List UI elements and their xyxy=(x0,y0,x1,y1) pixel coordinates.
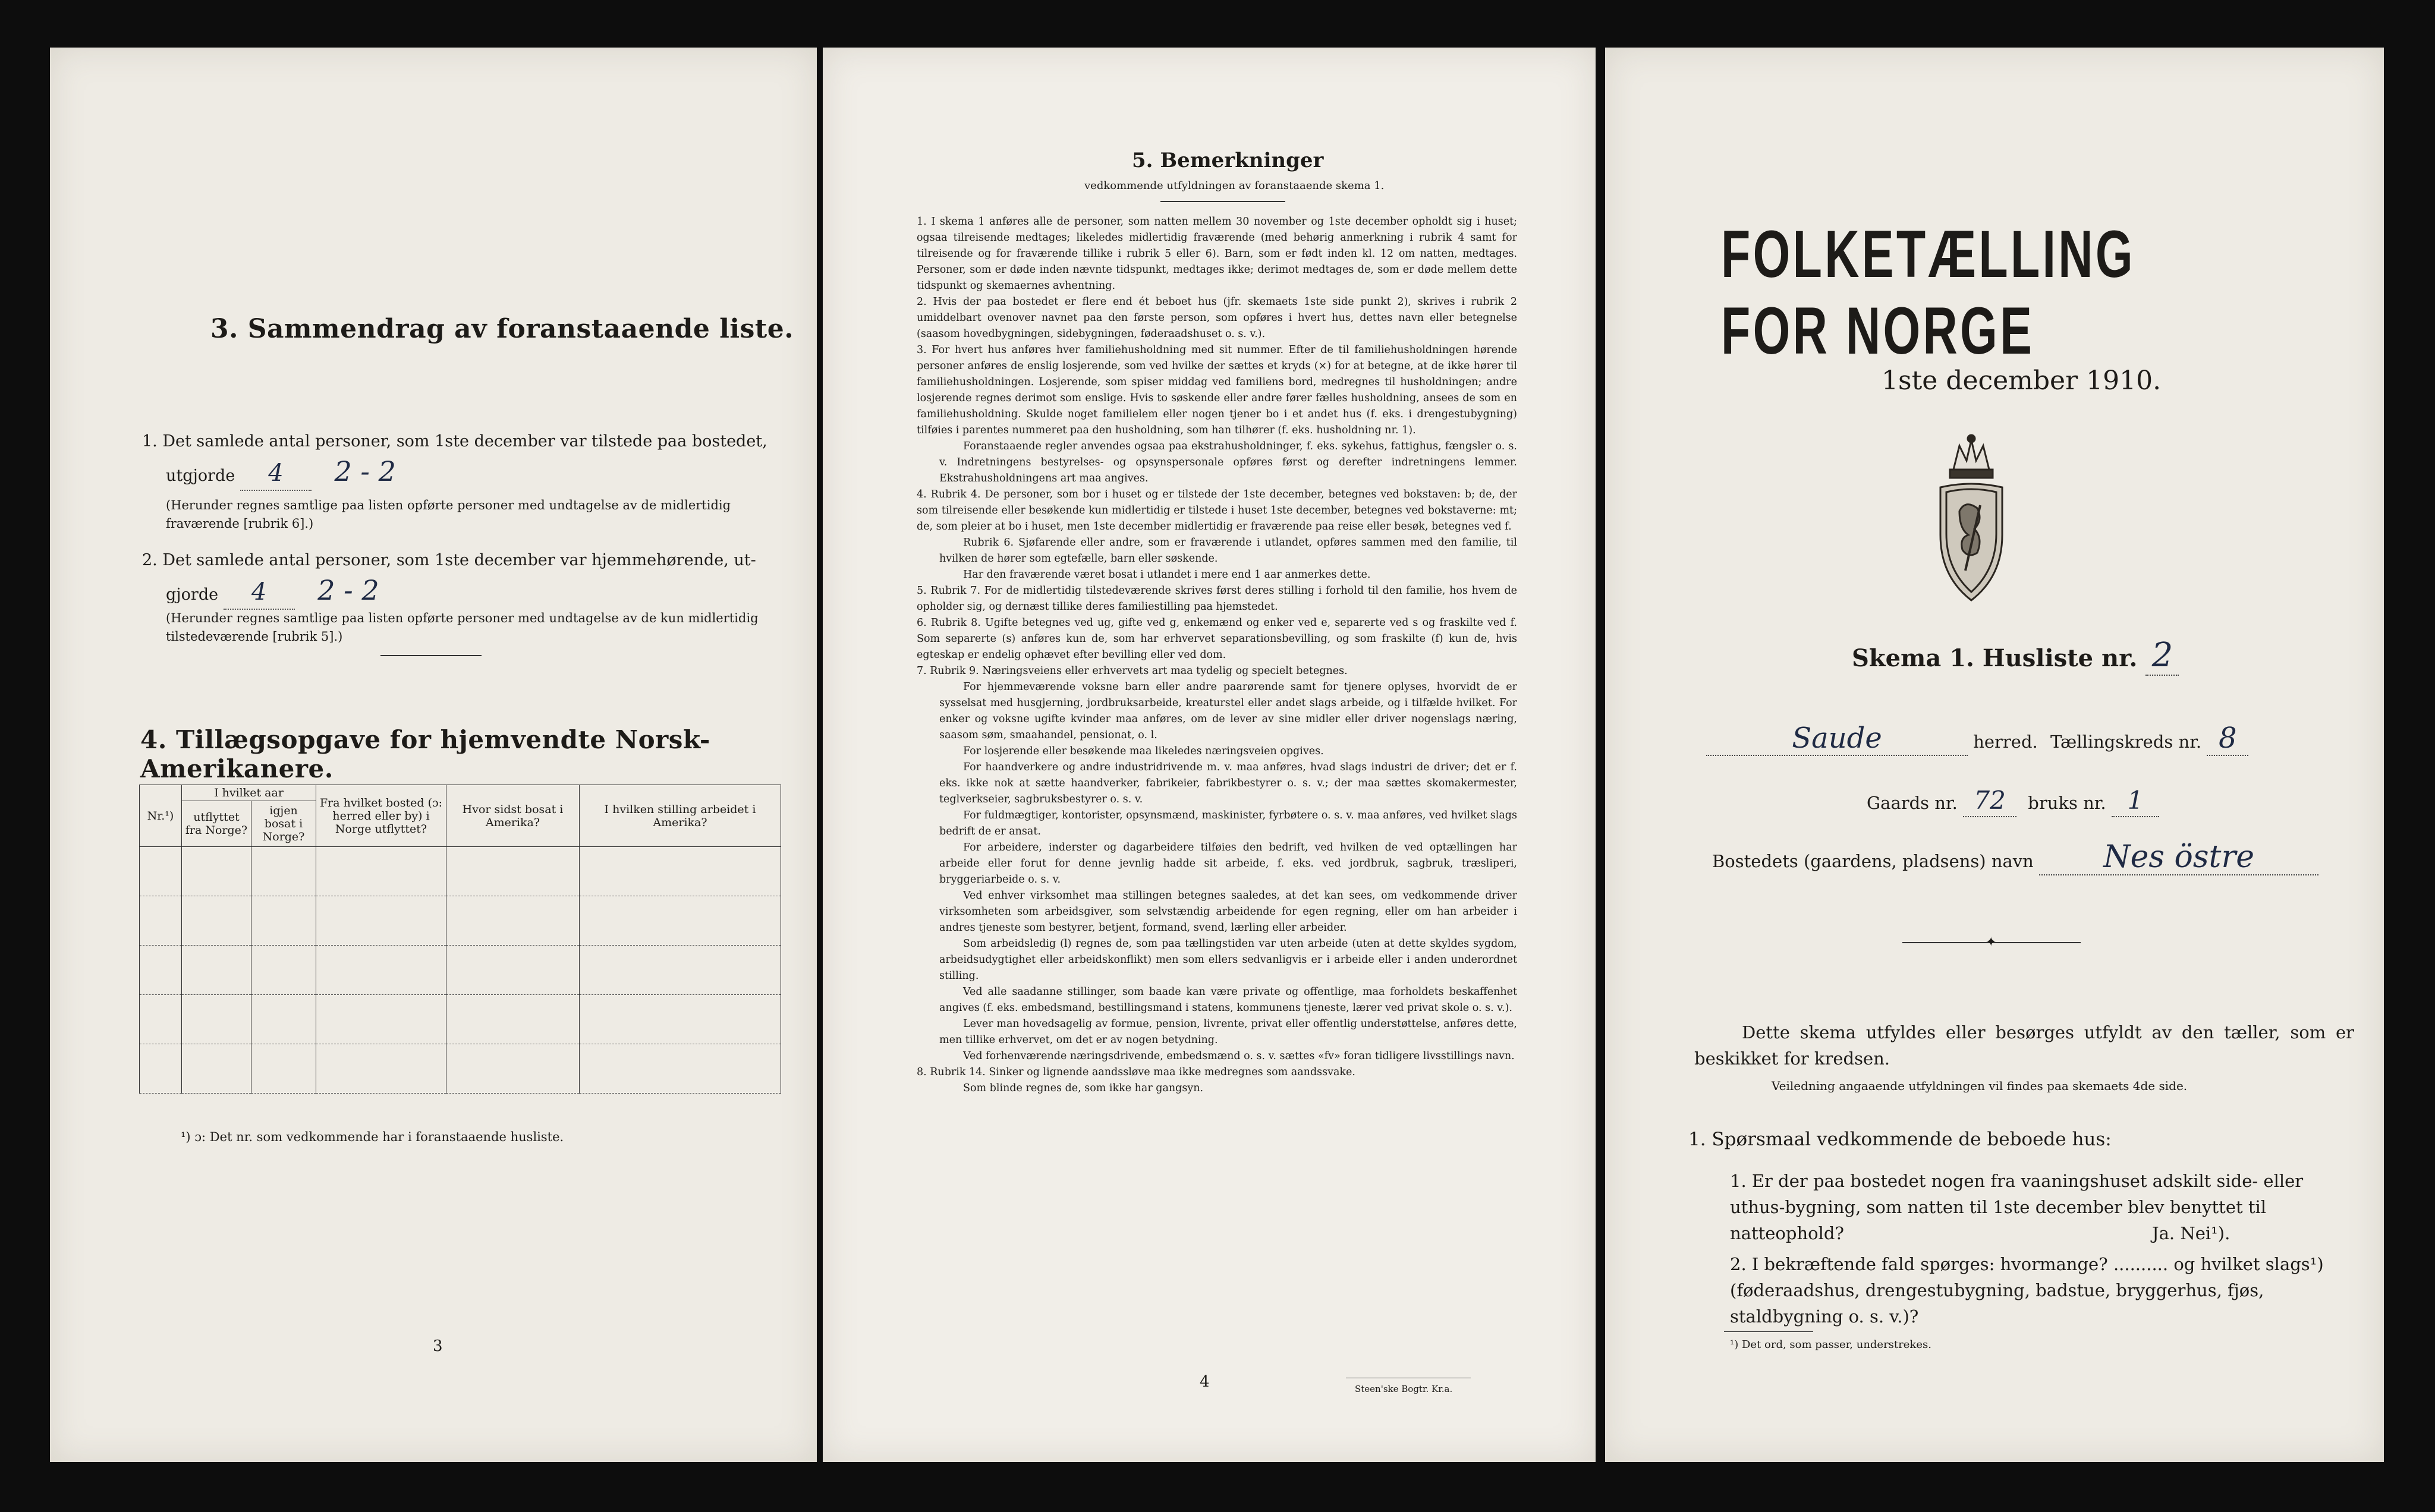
remark-4b: Rubrik 6. Sjøfarende eller andre, som er fraværende i utlandet, opføres sammen med den familie, til hvilken de hører som egtefælle, barn eller søskende. xyxy=(939,537,1517,565)
ornament-icon: ✦ xyxy=(1986,935,1997,950)
coat-of-arms-emblem xyxy=(1930,434,2013,606)
col-position: I hvilken stilling arbeidet i Amerika? xyxy=(580,785,781,847)
remark-7i: Ved alle saadanne stillinger, som baade kan være private og offentlige, maa forholdets beskaffenhet angives (f. eks. embedsmand, bestillingsmand i statens, kommunens tjeneste, lærer ved privat skole o. s. v.). xyxy=(939,986,1517,1014)
item2-handwriting: 2 - 2 xyxy=(317,574,379,606)
census-date: 1ste december 1910. xyxy=(1882,366,2162,396)
intro-text: Dette skema utfyldes eller besørges utfyldt av den tæller, som er beskikket for kredsen. xyxy=(1694,1022,2354,1069)
gaards-label: Gaards nr. xyxy=(1867,793,1958,813)
remark-2: 2. Hvis der paa bostedet er flere end ét beboet hus (jfr. skemaets 1ste side punkt 2), skrives i rubrik 2 umiddelbart ovenover navnet paa den første person, som opføres i hvert hus, dettes navn eller betegnelse (saasom hovedbygningen, sidebygningen, føderaadshuset o. s. v.). xyxy=(917,296,1517,340)
item1-handwriting: 2 - 2 xyxy=(334,455,396,487)
item2-note: (Herunder regnes samtlige paa listen opførte personer med undtagelse av de kun midlertidig tilstedeværende [rubrik 5].) xyxy=(166,611,759,644)
page-number-3: 3 xyxy=(433,1337,443,1355)
remark-4: 4. Rubrik 4. De personer, som bor i huset og er tilstede der 1ste december, betegnes ved bokstaven: b; de, der som tilreisende eller besøkende kun midlertidig er tilstede i huset 1ste december, betegnes ved bokstaverne: mt; de, som pleier at bo i huset, men 1ste december midlertidig er fraværende paa reise eller besøk, betegnes ved f. xyxy=(917,489,1517,533)
section3-title: 3. Sammendrag av foranstaaende liste. xyxy=(210,314,794,344)
herred-value: Saude xyxy=(1792,722,1882,755)
item2-text: 2. Det samlede antal personer, som 1ste december var hjemmehørende, ut- xyxy=(142,551,756,569)
divider xyxy=(1160,201,1285,202)
kreds-label: Tællingskreds nr. xyxy=(2050,732,2202,752)
col-nr: Nr.¹) xyxy=(140,785,182,847)
herred-label: herred. xyxy=(1973,732,2038,752)
right-footnote: ¹) Det ord, som passer, understrekes. xyxy=(1730,1338,1931,1351)
question-1: 1. Er der paa bostedet nogen fra vaaningshuset adskilt side- eller uthus-bygning, som natten til 1ste december blev benyttet til natteophold? xyxy=(1730,1171,2304,1243)
bosted-label: Bostedets (gaardens, pladsens) navn xyxy=(1712,851,2034,871)
middle-page xyxy=(823,48,1596,1462)
remark-7b: For hjemmeværende voksne barn eller andre paarørende samt for tjenere oplyses, hvorvidt de er sysselsat med husgjerning, jordbruksarbeide, kreaturstel eller andet slags arbeide, og i tilfælde hvilket. For enker og voksne ugifte kvinder maa anføres, om de lever av sine midler eller driver nogenslags næring, saasom søm, smaahandel, pensionat, o. l. xyxy=(939,681,1517,741)
table-row xyxy=(140,946,781,995)
item2-line xyxy=(166,574,379,610)
gaards-line xyxy=(1867,788,2159,817)
section4-title: 4. Tillægsopgave for hjemvendte Norsk-Amerikanere. xyxy=(140,725,710,783)
remark-3: 3. For hvert hus anføres hver familiehusholdning med sit nummer. Efter de til familiehusholdningen hørende personer anføres de enslig losjerende, som ved hvilke der sættes et kryds (×) for at betegne, at de ikke hører til familiehusholdningen. Losjerende, som spiser middag ved familiens bord, medregnes til husholdningen; andre losjerende regnes derimot som enslige. Hvis to søskende eller andre fører fælles husholdning, ansees de som en familiehusholdning. Skulde noget familielem eller nogen tjener bo i et andet hus (f. eks. i drengestubygning) tilføies i parentes nummeret paa den husholdning, som han tilhører (f. eks. husholdning nr. 1). xyxy=(917,344,1517,436)
table-row xyxy=(140,995,781,1044)
remark-6: 6. Rubrik 8. Ugifte betegnes ved ug, gifte ved g, enkemænd og enker ved e, separerte ved s og fraskilte ved f. Som separerte (s) anføres kun de, som har erhvervet separationsbevilling, og som fraskilte (f) kun de, hvis egteskap er endelig ophævet efter bevilling eller ved dom. xyxy=(917,617,1517,661)
questions-title: 1. Spørsmaal vedkommende de beboede hus: xyxy=(1688,1129,2112,1150)
table-footnote: ¹) ɔ: Det nr. som vedkommende har i foranstaaende husliste. xyxy=(181,1130,564,1144)
item1-text: 1. Det samlede antal personer, som 1ste december var tilstede paa bostedet, xyxy=(142,432,767,451)
bruks-label: bruks nr. xyxy=(2028,793,2106,813)
remark-7: 7. Rubrik 9. Næringsveiens eller erhvervets art maa tydelig og specielt betegnes. xyxy=(917,665,1348,677)
remark-7e: For fuldmægtiger, kontorister, opsynsmænd, maskinister, fyrbøtere o. s. v. maa anføres, ved hvilket slags bedrift de er ansat. xyxy=(939,809,1517,837)
husliste-number: 2 xyxy=(2151,636,2173,675)
remark-7g: Ved enhver virksomhet maa stillingen betegnes saaledes, at det kan sees, om vedkommende driver virksomheten som arbeidsgiver, som selvstændig arbeidende for egen regning, eller om han arbeider i andres tjeneste som bestyrer, betjent, formand, svend, lærling eller arbeider. xyxy=(939,890,1517,934)
norsk-amerikanere-table xyxy=(139,785,781,1094)
schema-line xyxy=(1852,636,2179,676)
gaards-value: 72 xyxy=(1974,786,2006,815)
page-number-4: 4 xyxy=(1200,1373,1210,1391)
remark-7h: Som arbeidsledig (l) regnes de, som paa tællingstiden var uten arbeide (uten at dette skyldes sygdom, arbeidsudygtighet eller arbeidskonflikt) men som ellers sedvanligvis er i arbeide eller i anden underordnet stilling. xyxy=(939,938,1517,982)
table-row xyxy=(140,896,781,946)
herred-line xyxy=(1706,722,2366,756)
question-1-answer: Ja. Nei¹). xyxy=(2152,1223,2230,1243)
remark-7c: For losjerende eller besøkende maa likeledes næringsveien opgives. xyxy=(963,745,1324,757)
remark-8b: Som blinde regnes de, som ikke har gangsyn. xyxy=(963,1082,1204,1094)
remark-7k: Ved forhenværende næringsdrivende, embedsmænd o. s. v. sættes «fv» foran tidligere livsstillings navn. xyxy=(963,1050,1515,1062)
schema-label: Skema 1. Husliste nr. xyxy=(1852,644,2138,672)
remark-7j: Lever man hovedsagelig av formue, pension, livrente, privat eller offentlig understøttelse, anføres dette, men tillike erhvervet, om det er av nogen betydning. xyxy=(939,1018,1517,1046)
item1-value: 4 xyxy=(268,459,284,487)
bruks-value: 1 xyxy=(2127,786,2144,815)
question-2: 2. I bekræftende fald spørges: hvormange? .......... og hvilket slags¹) (føderaadshus, drengestubygning, badstue, bryggerhus, fjøs, staldbygning o. s. v.)? xyxy=(1730,1254,2324,1327)
printer-credit: Steen'ske Bogtr. Kr.a. xyxy=(1355,1384,1453,1394)
table-row xyxy=(140,1044,781,1094)
remark-7d: For haandverkere og andre industridrivende m. v. maa anføres, hvad slags industri de driver; det er f. eks. ikke nok at sætte haandverker, fabrikeier, fabrikbestyrer o. s. v.; der maa sættes skomakermester, teglverkseier, sagbruksbestyrer o. s. v. xyxy=(939,761,1517,805)
remark-7f: For arbeidere, inderster og dagarbeidere tilføies den bedrift, ved hvilken de ved optællingen har arbeide eller forut for denne jevnlig hadde sit arbeide, f. eks. ved jordbruk, sagbruk, træsliperi, bryggeriarbeide o. s. v. xyxy=(939,842,1517,886)
left-page xyxy=(50,48,817,1462)
bemerkninger-subtitle: vedkommende utfyldningen av foranstaaende skema 1. xyxy=(1084,179,1385,192)
bosted-line xyxy=(1712,839,2366,875)
remark-5: 5. Rubrik 7. For de midlertidig tilstedeværende skrives først deres stilling i forhold til den familie, hos hvem de opholder sig, og dernæst tillike deres familiestilling paa hjemstedet. xyxy=(917,585,1517,613)
item1-line xyxy=(166,455,396,491)
census-title: FOLKETÆLLING FOR NORGE xyxy=(1721,217,2135,368)
footnote-divider xyxy=(1724,1331,1813,1332)
guidance-text: Veiledning angaaende utfyldningen vil findes paa skemaets 4de side. xyxy=(1772,1079,2188,1093)
remark-8: 8. Rubrik 14. Sinker og lignende aandssløve maa ikke medregnes som aandssvake. xyxy=(917,1066,1355,1078)
item1-prefix: utgjorde xyxy=(166,467,235,485)
table-row xyxy=(140,847,781,896)
remarks-text xyxy=(917,214,1517,1097)
right-page xyxy=(1605,48,2384,1462)
bemerkninger-title: 5. Bemerkninger xyxy=(1132,149,1324,172)
item2-value: 4 xyxy=(251,578,267,606)
col-emigrated: utflyttet fra Norge? xyxy=(182,801,251,847)
divider xyxy=(380,655,482,656)
kreds-value: 8 xyxy=(2219,722,2237,755)
col-returned: igjen bosat i Norge? xyxy=(251,801,316,847)
remark-4c: Har den fraværende været bosat i utlandet i mere end 1 aar anmerkes dette. xyxy=(963,569,1371,581)
col-where-last: Hvor sidst bosat i Amerika? xyxy=(446,785,580,847)
remark-1: 1. I skema 1 anføres alle de personer, som natten mellem 30 november og 1ste december opholdt sig i huset; ogsaa tilreisende medtages; likeledes midlertidig fraværende (med behørig anmerkning i rubrik 4 samt for tilreisende og for fraværende tillike i rubrik 5 eller 6). Barn, som er født inden kl. 12 om natten, medtages. Personer, som er døde inden nævnte tidspunkt, medtages ikke; derimot medtages de, som er døde mellem dette tidspunkt og skemaernes avhentning. xyxy=(917,216,1517,292)
bosted-value: Nes östre xyxy=(2103,839,2255,875)
item1-note: (Herunder regnes samtlige paa listen opførte personer med undtagelse av de midlertidig fraværende [rubrik 6].) xyxy=(166,498,731,531)
col-from-where: Fra hvilket bosted (ɔ: herred eller by) i Norge utflyttet? xyxy=(316,785,446,847)
col-year-group: I hvilket aar xyxy=(182,785,316,801)
remark-3b: Foranstaaende regler anvendes ogsaa paa ekstrahusholdninger, f. eks. sykehus, fattighus, fængsler o. s. v. Indretningens bestyrelses- og opsynspersonale opføres først og derefter indretningens lemmer. Ekstrahusholdningens art maa angives. xyxy=(939,440,1517,484)
item2-prefix: gjorde xyxy=(166,585,219,604)
